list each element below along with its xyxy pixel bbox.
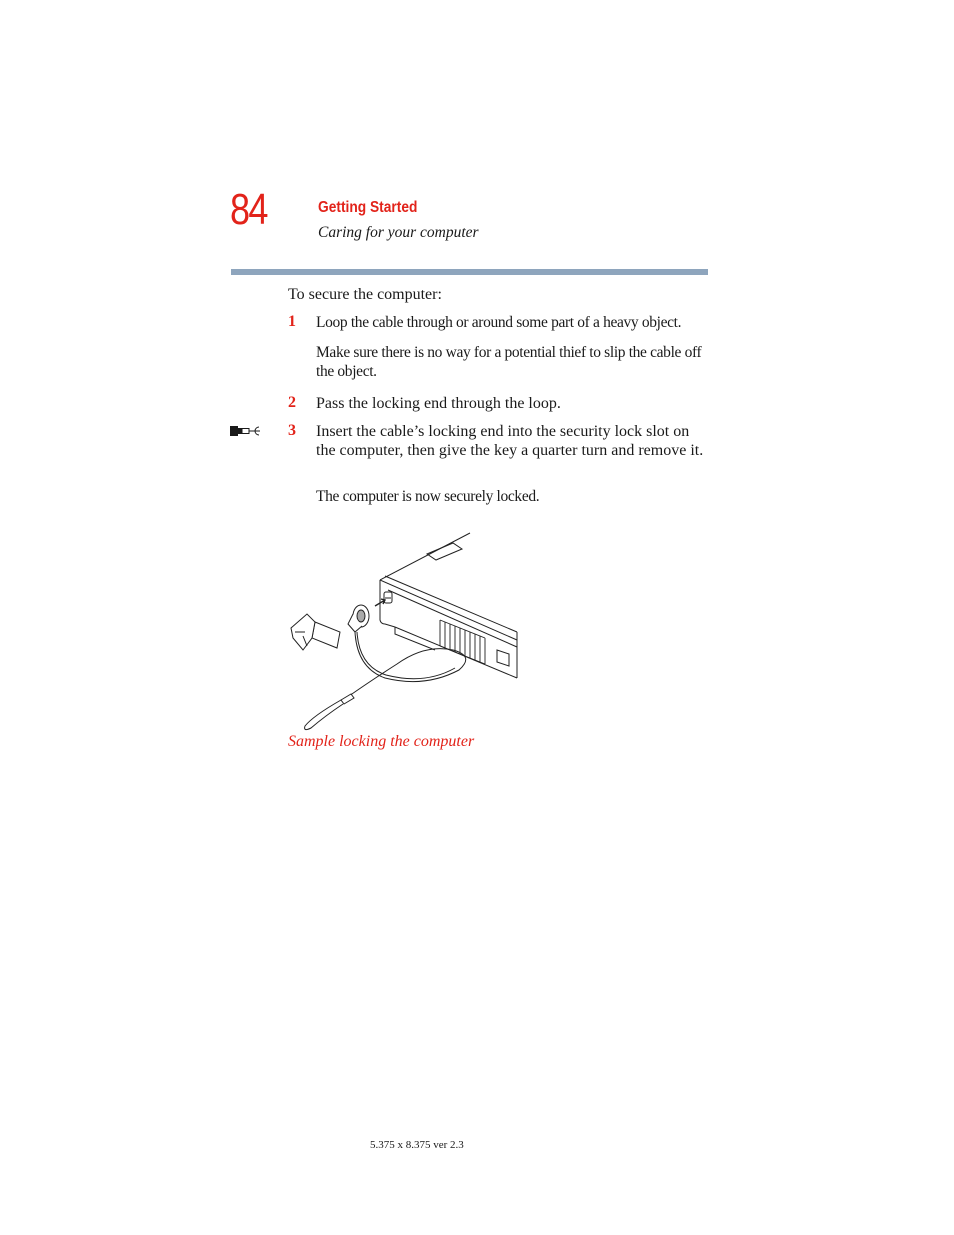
step-text: Loop the cable through or around some part of a heavy object. bbox=[316, 314, 682, 331]
subsection-title: Caring for your computer bbox=[318, 224, 479, 241]
lock-cable-illustration bbox=[285, 528, 525, 738]
step-number: 2 bbox=[288, 394, 296, 411]
step-note: Make sure there is no way for a potential thief to slip the cable off the object. bbox=[316, 344, 702, 380]
step-number: 3 bbox=[288, 422, 296, 439]
section-title: Getting Started bbox=[318, 199, 418, 216]
step-number: 1 bbox=[288, 313, 296, 330]
page-number: 84 bbox=[230, 185, 267, 234]
step-text: Insert the cable’s locking end into the security lock slot on the computer, then give the key a quarter turn and remove it. bbox=[316, 423, 704, 459]
step-text: Pass the locking end through the loop. bbox=[316, 395, 561, 412]
step-note: The computer is now securely locked. bbox=[316, 488, 540, 505]
intro-text: To secure the computer: bbox=[288, 286, 442, 303]
footer-version: 5.375 x 8.375 ver 2.3 bbox=[370, 1139, 464, 1151]
header-rule bbox=[231, 269, 708, 275]
security-lock-slot-icon bbox=[230, 424, 266, 443]
figure-caption: Sample locking the computer bbox=[288, 733, 475, 750]
